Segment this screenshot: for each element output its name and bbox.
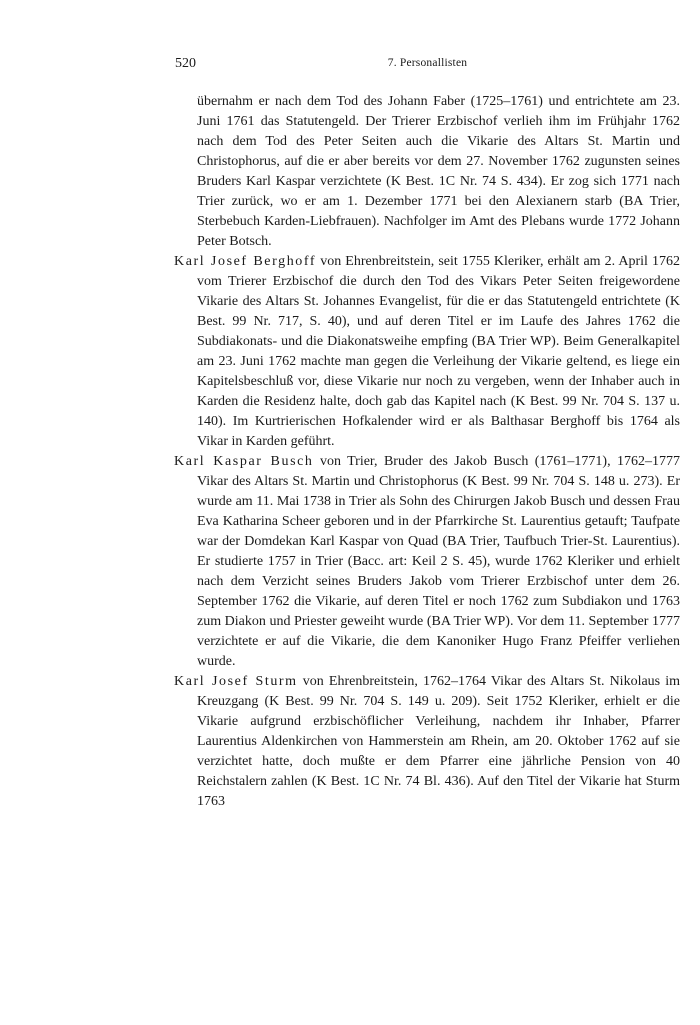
entry-name: Karl Kaspar Busch: [174, 454, 314, 469]
running-head: 7. Personallisten: [387, 57, 468, 69]
entry-name: Karl Josef Sturm: [174, 674, 298, 689]
entry-text: von Ehrenbreitstein, seit 1755 Kleriker, erhält am 2. April 1762 vom Trierer Erzbischof die durch den Tod des Vikars Peter Seiten freigewordene Vikarie des Altars St. Johannes Evangelist, für die er das Statutengeld entrichtete (K Best. 99 Nr. 717, S. 40), und auf deren Titel er im Laufe des Jahres 1762 die Subdiakonats- und die Diakonatsweihe empfing (BA Trier WP). Beim Generalkapitel am 23. Juni 1762 machte man gegen die Verleihung der Vikarie geltend, es liege ein Kapitelsbeschluß vor, diese Vikarie nur noch zu vergeben, wenn der Inhaber auch in Karden die Residenz halte, doch gab das Kapitel nach (K Best. 99 Nr. 704 S. 137 u. 140). Im Kurtrierischen Hofkalender wird er als Balthasar Berghoff bis 1764 als Vikar in Karden geführt.: [197, 254, 680, 449]
page-header: [175, 56, 680, 78]
entry-continuation: [174, 92, 680, 252]
entry-text: von Ehrenbreitstein, 1762–1764 Vikar des Altars St. Nikolaus im Kreuzgang (K Best. 99 Nr. 704 S. 149 u. 209). Seit 1752 Kleriker, erhielt er die Vikarie aufgrund erzbischöflicher Verleihung, nachdem ihr Inhaber, Pfarrer Laurentius Aldenkirchen von Hammerstein am Rhein, am 20. Oktober 1762 auf sie verzichtet hatte, doch mußte er dem Pfarrer eine jährliche Pension von 40 Reichstalern zahlen (K Best. 1C Nr. 74 Bl. 436). Auf den Titel der Vikarie hat Sturm 1763: [197, 674, 680, 809]
body-text: [174, 92, 680, 812]
entry-berghoff: [174, 252, 680, 452]
page-number: 520: [175, 56, 196, 71]
entry-name: Karl Josef Berghoff: [174, 254, 317, 269]
entry-busch: [174, 452, 680, 672]
entry-sturm: [174, 672, 680, 812]
entry-text: von Trier, Bruder des Jakob Busch (1761–1771), 1762–1777 Vikar des Altars St. Martin und Christophorus (K Best. 99 Nr. 704 S. 148 u. 273). Er wurde am 11. Mai 1738 in Trier als Sohn des Chirurgen Jakob Busch und dessen Frau Eva Katharina Scheer geboren und in der Pfarrkirche St. Laurentius getauft; Taufpate war der Domdekan Karl Kaspar von Quad (BA Trier, Taufbuch Trier-St. Laurentius). Er studierte 1757 in Trier (Bacc. art: Keil 2 S. 45), wurde 1762 Kleriker und erhielt nach dem Verzicht seines Bruders Jakob vom Trierer Erzbischof unter dem 26. September 1762 die Vikarie, auf deren Titel er noch 1762 zum Subdiakon und 1763 zum Diakon und Priester geweiht wurde (BA Trier WP). Vor dem 11. September 1777 verzichtete er auf die Vikarie, die dem Kanoniker Hugo Franz Pfeiffer verliehen wurde.: [197, 454, 680, 669]
entry-text: übernahm er nach dem Tod des Johann Faber (1725–1761) und entrichtete am 23. Juni 1761 das Statutengeld. Der Trierer Erzbischof verlieh ihm im Frühjahr 1762 nach dem Tod des Peter Seiten auch die Vikarie des Altars St. Martin und Christophorus, auf die er aber bereits vor dem 27. November 1762 zugunsten seines Bruders Karl Kaspar verzichtete (K Best. 1C Nr. 74 S. 434). Er zog sich 1771 nach Trier zurück, wo er am 1. Dezember 1771 bei den Alexianern starb (BA Trier, Sterbebuch Karden-Liebfrauen). Nachfolger im Amt des Plebans wurde 1772 Johann Peter Botsch.: [197, 94, 680, 249]
